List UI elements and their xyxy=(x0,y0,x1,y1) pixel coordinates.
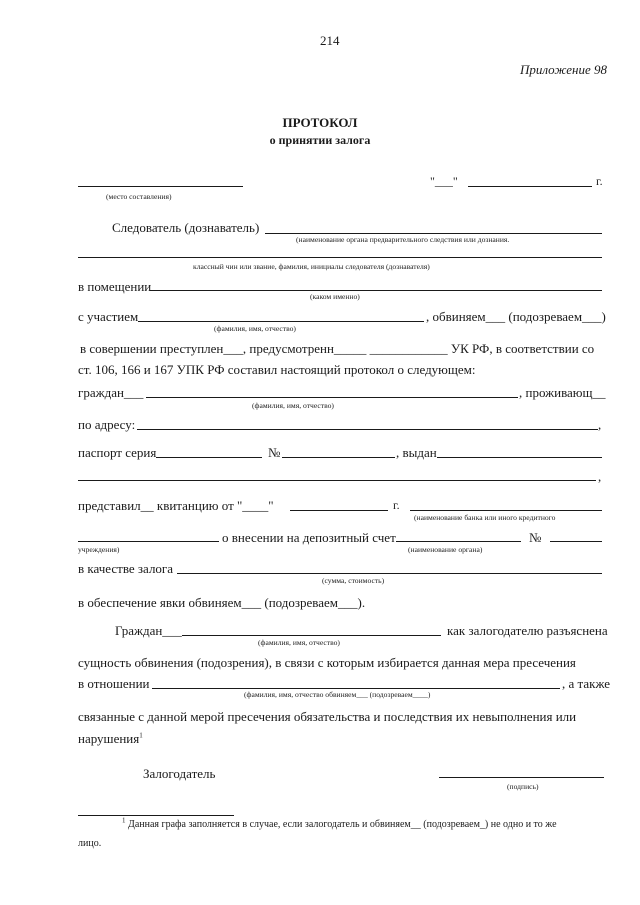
participation-caption: (фамилия, имя, отчество) xyxy=(214,324,296,333)
organ-line[interactable] xyxy=(396,541,521,542)
footnote-mark: 1 xyxy=(122,816,126,825)
page-number: 214 xyxy=(320,33,340,48)
passport-number-line[interactable] xyxy=(282,457,395,458)
signature-caption: (подпись) xyxy=(507,782,539,791)
citizen-label: граждан___ xyxy=(78,385,144,400)
issued-label: , выдан xyxy=(396,445,437,460)
investigator-caption-1: (наименование органа предварительного следствия или дознания. xyxy=(296,235,510,244)
explanation-caption: (фамилия, имя, отчество) xyxy=(258,638,340,647)
organ-caption: (наименование органа) xyxy=(408,545,483,554)
issued-line[interactable] xyxy=(437,457,602,458)
footnote-separator xyxy=(78,815,234,816)
participation-label: с участием xyxy=(78,309,139,324)
place-caption: (место составления) xyxy=(106,192,172,201)
premises-caption: (каком именно) xyxy=(310,292,360,301)
appearance-line: в обеспечение явки обвиняем___ (подозреваем___). xyxy=(78,595,366,610)
passport-series-line[interactable] xyxy=(156,457,262,458)
pledge-caption: (сумма, стоимость) xyxy=(322,576,385,585)
pledge-line[interactable] xyxy=(177,573,602,574)
address-comma: , xyxy=(598,417,602,432)
place-line[interactable] xyxy=(78,186,243,187)
explanation-line-4: связанные с данной мерой пресечения обязательства и последствия их невыполнения или xyxy=(78,709,577,724)
investigator-label: Следователь (дознаватель) xyxy=(112,220,260,235)
document-subtitle: о принятии залога xyxy=(269,133,371,147)
explanation-line-5: нарушения$^1$ xyxy=(78,731,143,746)
issued-comma: , xyxy=(598,469,602,484)
issued-line-2[interactable] xyxy=(78,480,596,481)
premises-label: в помещении xyxy=(78,279,152,294)
footnote-text: $^1$ Данная графа заполняется в случае, если залогодатель и обвиняем__ (подозреваем_) не одно и то же xyxy=(122,816,557,830)
investigator-line-2[interactable] xyxy=(78,257,602,258)
signature-line[interactable] xyxy=(439,777,604,778)
deposit-number-line[interactable] xyxy=(550,541,602,542)
pledger-label: Залогодатель xyxy=(143,766,216,781)
year-suffix: г. xyxy=(596,174,603,188)
deposit-text: о внесении на депозитный счет xyxy=(222,530,396,545)
footnote-ref: 1 xyxy=(139,731,143,740)
explanation-line[interactable] xyxy=(182,635,441,636)
residing-text: , проживающ__ xyxy=(519,385,606,400)
citizen-line[interactable] xyxy=(146,397,518,398)
crime-line: в совершении преступлен___, предусмотренн_____ ____________ УК РФ, в соответствии со xyxy=(80,341,595,356)
address-label: по адресу: xyxy=(78,417,136,432)
passport-number-label: № xyxy=(268,445,281,460)
investigator-caption-2: классный чин или звание, фамилия, инициалы следователя (дознавателя) xyxy=(193,262,430,271)
appendix-label: Приложение 98 xyxy=(519,62,607,77)
date-quotes: "___" xyxy=(430,174,458,188)
explanation-text-right: как залогодателю разъяснена xyxy=(447,623,608,638)
regarding-label: в отношении xyxy=(78,676,150,691)
pledge-label: в качестве залога xyxy=(78,561,174,576)
basis-line: ст. 106, 166 и 167 УПК РФ составил настоящий протокол о следующем: xyxy=(78,362,476,377)
passport-series-label: паспорт серия xyxy=(78,445,157,460)
participant-line[interactable] xyxy=(138,321,424,322)
explanation-line-2: сущность обвинения (подозрения), в связи с которым избирается данная мера пресечения xyxy=(78,655,576,670)
regarding-line[interactable] xyxy=(152,688,560,689)
deposit-number-sign: № xyxy=(529,530,542,545)
institution-caption: учреждения) xyxy=(78,545,120,554)
also-text: , а также xyxy=(562,676,611,691)
address-line[interactable] xyxy=(137,429,598,430)
explanation-label: Граждан___ xyxy=(115,623,182,638)
citizen-caption: (фамилия, имя, отчество) xyxy=(252,401,334,410)
receipt-label: представил__ квитанцию от "____" xyxy=(78,498,274,513)
premises-line[interactable] xyxy=(150,290,602,291)
bank-line[interactable] xyxy=(410,510,602,511)
investigator-line[interactable] xyxy=(265,233,602,234)
date-line[interactable] xyxy=(468,186,592,187)
receipt-year: г. xyxy=(393,498,400,512)
accused-text: , обвиняем___ (подозреваем___) xyxy=(426,309,606,324)
regarding-caption: (фамилия, имя, отчество обвиняем___ (подозреваем____) xyxy=(244,690,431,699)
footnote-continuation: лицо. xyxy=(78,838,102,849)
document-title: ПРОТОКОЛ xyxy=(282,115,358,130)
bank-line-2[interactable] xyxy=(78,541,219,542)
receipt-date-line[interactable] xyxy=(290,510,388,511)
bank-caption: (наименование банка или иного кредитного xyxy=(414,513,556,522)
